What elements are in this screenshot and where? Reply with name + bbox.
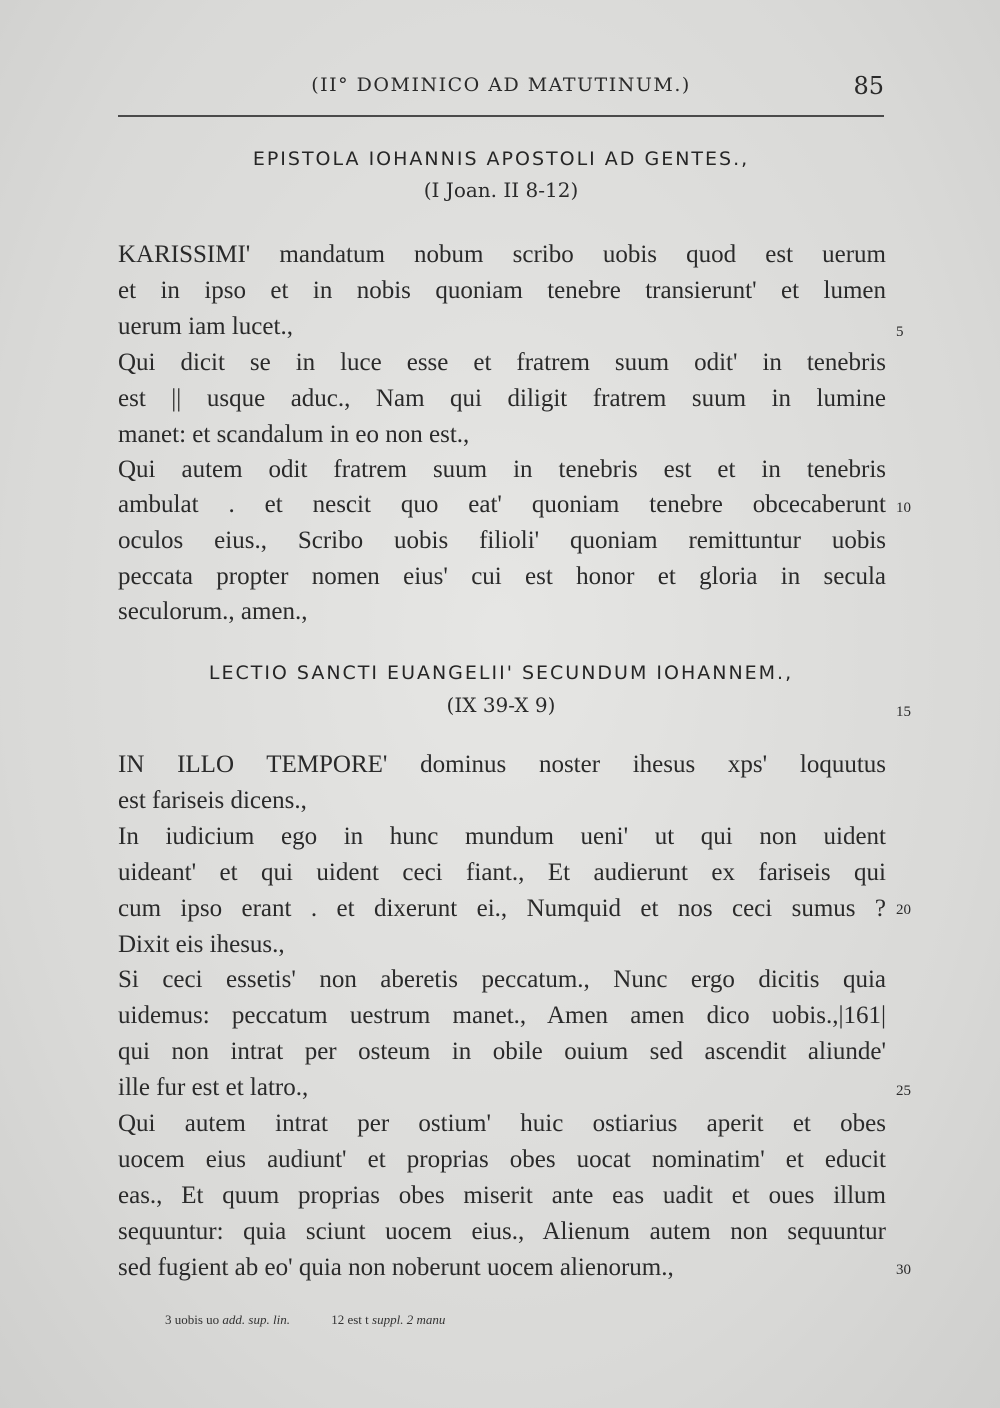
epistle-reference: (I Joan. II 8-12) <box>423 178 579 202</box>
text-line: uerum iam lucet., <box>118 313 293 340</box>
text-line: IN ILLO TEMPORE' dominus noster ihesus xps' loquutus <box>118 751 886 778</box>
text-line: Qui dicit se in luce esse et fratrem suum odit' in tenebris <box>118 349 886 376</box>
header-rule <box>118 115 884 117</box>
footnote-number: 3 <box>165 1312 172 1327</box>
line-number: 10 <box>896 500 911 516</box>
footnote-text: uobis uo <box>174 1312 220 1327</box>
text-line: ambulat . et nescit quo eat' quoniam tenebre obcecaberunt <box>118 491 886 518</box>
text-line: peccata propter nomen eius' cui est honor et gloria in secula <box>118 563 886 590</box>
text-line: manet: et scandalum in eo non est., <box>118 421 470 448</box>
epistle-heading: EPISTOLA IOHANNIS APOSTOLI AD GENTES., <box>252 148 750 170</box>
text-line: Qui autem intrat per ostium' huic ostiarius aperit et obes <box>118 1110 886 1137</box>
line-number: 15 <box>896 704 911 720</box>
footnotes <box>165 1312 483 1328</box>
footnote <box>331 1312 445 1327</box>
text-line: In iudicium ego in hunc mundum ueni' ut qui non uident <box>118 823 886 850</box>
text-line: qui non intrat per osteum in obile ouium sed ascendit aliunde' <box>118 1038 886 1065</box>
line-number: 30 <box>896 1262 911 1278</box>
footnote-text: est t <box>347 1312 369 1327</box>
text-line: uocem eius audiunt' et proprias obes uocat nominatim' et educit <box>118 1146 886 1173</box>
text-line: Dixit eis ihesus., <box>118 931 285 958</box>
footnote-number: 12 <box>331 1312 345 1327</box>
footnote <box>165 1312 293 1327</box>
line-number: 20 <box>896 902 911 918</box>
text-line: uideant' et qui uident ceci fiant., Et audierunt ex fariseis qui <box>118 859 886 886</box>
page-number: 85 <box>853 72 884 100</box>
line-number: 25 <box>896 1083 911 1099</box>
footnote-note: add. sup. lin. <box>222 1312 290 1327</box>
text-line: eas., Et quum proprias obes miserit ante eas uadit et oues illum <box>118 1182 886 1209</box>
text-line: sequuntur: quia sciunt uocem eius., Alienum autem non sequuntur <box>118 1218 886 1245</box>
text-line: est fariseis dicens., <box>118 787 307 814</box>
text-line: sed fugient ab eo' quia non noberunt uocem alienorum., <box>118 1254 674 1281</box>
text-line: ille fur est et latro., <box>118 1074 309 1101</box>
text-line: KARISSIMI' mandatum nobum scribo uobis quod est uerum <box>118 241 886 268</box>
text-line: seculorum., amen., <box>118 598 308 625</box>
text-line: est || usque aduc., Nam qui diligit fratrem suum in lumine <box>118 385 886 412</box>
text-line: cum ipso erant . et dixerunt ei., Numquid et nos ceci sumus ? <box>118 895 886 922</box>
text-line: oculos eius., Scribo uobis filioli' quoniam remittuntur uobis <box>118 527 886 554</box>
gospel-heading: LECTIO SANCTI EUANGELII' SECUNDUM IOHANNEM., <box>208 662 794 684</box>
running-head-title: (II° DOMINICO AD MATUTINUM.) <box>311 74 691 96</box>
gospel-reference: (IX 39-X 9) <box>446 693 556 717</box>
text-line: et in ipso et in nobis quoniam tenebre transierunt' et lumen <box>118 277 886 304</box>
text-line: Si ceci essetis' non aberetis peccatum., Nunc ergo dicitis quia <box>118 966 886 993</box>
text-line: uidemus: peccatum uestrum manet., Amen amen dico uobis.,|161| <box>118 1002 886 1029</box>
text-line: Qui autem odit fratrem suum in tenebris est et in tenebris <box>118 456 886 483</box>
line-number: 5 <box>896 324 904 340</box>
footnote-note: suppl. 2 manu <box>372 1312 446 1327</box>
running-head <box>118 72 884 112</box>
